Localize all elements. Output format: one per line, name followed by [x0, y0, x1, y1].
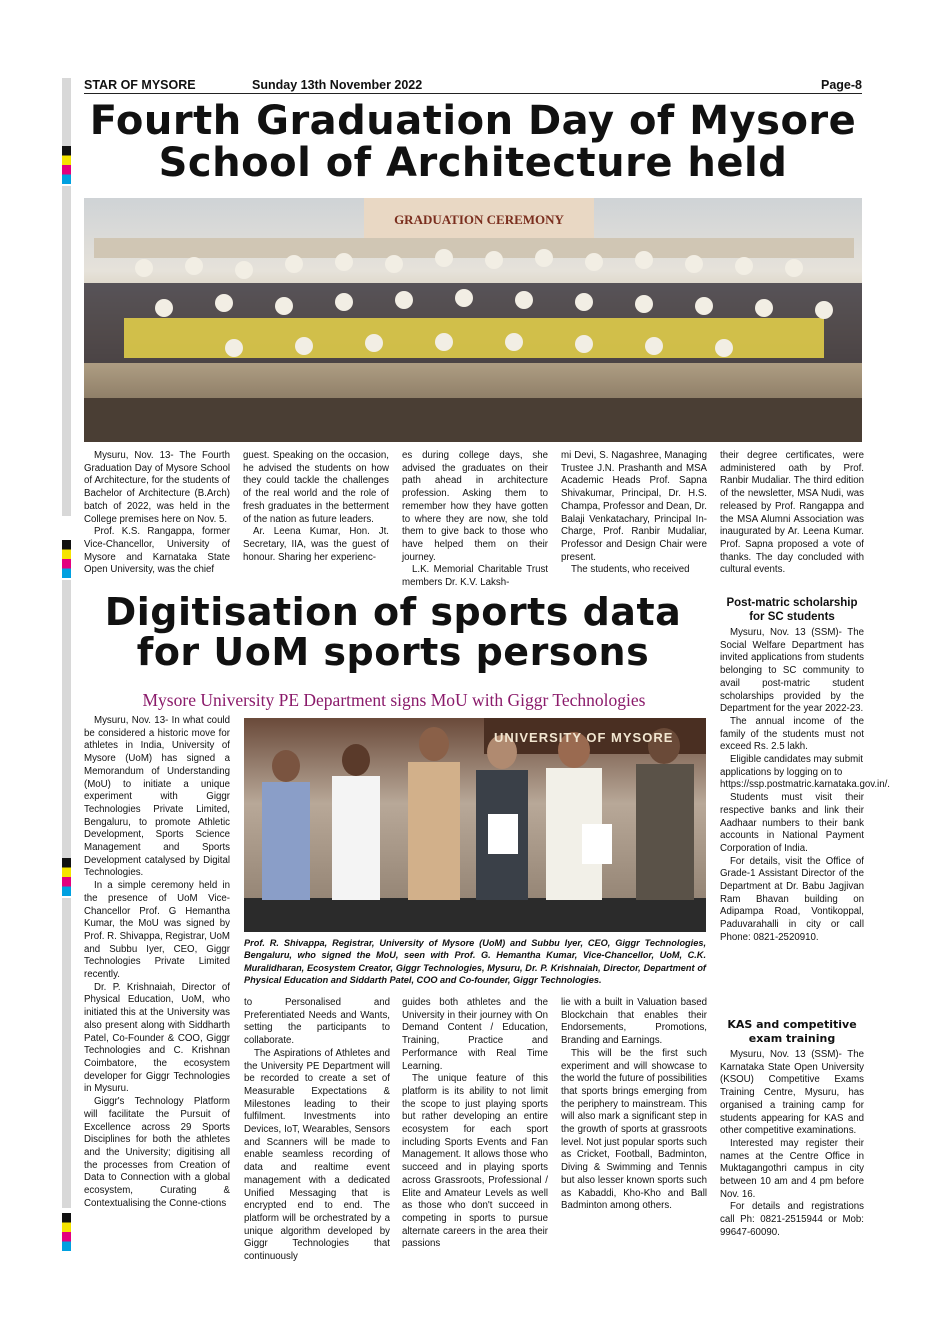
- graduation-col-1: [84, 450, 230, 577]
- paragraph: Interested may register their names at the Centre Office in Muktagangothri campus in city between 10 am and 4 pm before Nov. 16.: [720, 1137, 864, 1200]
- ceremony-banner: GRADUATION CEREMONY: [394, 212, 564, 227]
- sports-col-3: [402, 997, 548, 1251]
- issue-date: Sunday 13th November 2022: [252, 78, 423, 92]
- paragraph: Dr. P. Krishnaiah, Director of Physical Education, UoM, who initiated this at the University was also present along with Siddharth Patel, Co-Founder & COO, Giggr Technologies and C. Krishnan Coimbatore, the ecosystem developer for Giggr Technologies in Mysuru.: [84, 981, 230, 1095]
- page-number: Page-8: [821, 78, 862, 92]
- paragraph: L.K. Memorial Charitable Trust members Dr. K.V. Laksh-: [402, 564, 548, 589]
- paragraph: For details, visit the Office of Grade-1 Assistant Director of the Department at Dr. Babu Jagjivan Ram Bhavan building on Adipampa Road, Vontikoppal, Paduvarahalli in city or call Phone: 0821-2520910.: [720, 855, 864, 943]
- paragraph: The Aspirations of Athletes and the University PE Department will be recorded to create a set of Measurable Expectations & Milestones leading to their fulfilment. Investments into Devices, IoT, Wearables, Sensors and Scanners will be made to enable seamless recording of data and realtime event management with a dedicated Unified Messaging that is encrypted end to end. The platform will be orchestrated by a unique algorithm developed by Giggr Technologies that continuously: [244, 1047, 390, 1263]
- scholarship-title: Post-matric scholarship for SC students: [726, 597, 858, 623]
- kas-training-article: [720, 1018, 864, 1240]
- registration-mark: [62, 1213, 71, 1251]
- paragraph: In a simple ceremony held in the presence of UoM Vice-Chancellor Prof. G Hemantha Kumar, the MoU was signed by Prof. R. Shivappa, Registrar, UoM and Subbu Iyer, CEO, Giggr Technologies Private Limited recently.: [84, 880, 230, 981]
- paragraph: Mysuru, Nov. 13- The Fourth Graduation Day of Mysore School of Architecture, for the students of Bachelor of Architecture (B.Arch) batch of 2022, was held in the College premises here on Nov. 5.: [84, 450, 230, 525]
- mou-signing-photo: [244, 718, 706, 932]
- headline-line1: Digitisation of sports data: [104, 590, 682, 634]
- page-header: [84, 78, 862, 94]
- registration-bar: [62, 78, 71, 146]
- paragraph: Mysuru, Nov. 13 (SSM)- The Social Welfare Department has invited applications from students belonging to SC community to avail post-matric student scholarships provided by the Department for the year 2022-23.: [720, 627, 864, 715]
- kas-title: KAS and competitive exam training: [727, 1018, 857, 1045]
- paragraph: The annual income of the family of the students must not exceed Rs. 2.5 lakh.: [720, 715, 864, 753]
- headline-graduation: [78, 100, 868, 185]
- headline-sports-data: [78, 592, 708, 673]
- paragraph: es during college days, she advised the graduates on their path ahead in architecture profession. Asking them to remember how they have gotten to where they are now, she told them to give back to those who have helped them on their journey.: [402, 450, 548, 563]
- headline-line1: Fourth Graduation Day of Mysore: [89, 98, 857, 144]
- registration-mark: [62, 858, 71, 896]
- paragraph: The students, who received: [571, 564, 690, 576]
- paragraph: guest. Speaking on the occasion, he advised the students on how they could tackle the challenges of the real world and the role of fresh graduates in the betterment of the nation as future leaders.: [243, 450, 389, 525]
- paragraph: lie with a built in Valuation based Blockchain that enables their Endorsements, Promotions, Branding and Earnings.: [561, 997, 707, 1047]
- paragraph: Mysuru, Nov. 13 (SSM)- The Karnataka State Open University (KSOU) Competitive Exams Training Centre, Mysuru, has organised a training camp for students appearing for KAS and other competitive examinations.: [720, 1049, 864, 1137]
- paragraph: Ar. Leena Kumar, Hon. Jt. Secretary, IIA, was the guest of honour. Sharing her experienc-: [243, 526, 389, 563]
- graduation-group-photo: [84, 198, 862, 442]
- sports-col-4: [561, 997, 707, 1213]
- registration-bar: [62, 898, 71, 1208]
- graduation-col-4: [561, 450, 707, 577]
- headline-line2: for UoM sports persons: [136, 630, 650, 675]
- paragraph: Prof. K.S. Rangappa, former Vice-Chancellor, University of Mysore and Karnataka State Open University, was the chief: [84, 526, 230, 576]
- paragraph: to Personalised and Preferentiated Needs and Wants, setting the participants to collaborate.: [244, 997, 390, 1047]
- paragraph: guides both athletes and the University in their journey with On Demand Content / Education, Training, Practice and Performance with Real Time Learning.: [402, 997, 548, 1072]
- registration-bar: [62, 580, 71, 860]
- photo-illustration: [84, 198, 862, 442]
- photo-caption: Prof. R. Shivappa, Registrar, University of Mysore (UoM) and Subbu Iyer, CEO, Giggr Technologies, Bengaluru, who signed the MoU, seen with Prof. G. Hemantha Kumar, Vice-Chancellor, UoM, C.K. Muralidharan, Ecosystem Creator, Giggr Technologies, Mysuru, Dr. P. Krishnaiah, Director, Department of Physical Education and Siddarth Patel, COO and Co-founder, Giggr Technologies.: [244, 938, 706, 986]
- sports-col-1: [84, 715, 230, 1210]
- registration-bar: [62, 186, 71, 516]
- paragraph: For details and registrations call Ph: 0821-2515944 or Mob: 99647-60090.: [720, 1201, 864, 1238]
- sports-col-2: [244, 997, 390, 1264]
- paragraph: The unique feature of this platform is its ability to not limit the scope to just playing sports but rather developing an entire ecosystem for each sport including Sports Events and Fan Management. It allows those who succeed and in playing sports across Grassroots, Professional / Elite and Amateur Levels as well as those who don't succeed in competing in sports to pursue alternate careers in the area their passions: [402, 1073, 548, 1250]
- paragraph: This will be the first such experiment and will showcase to the world the future of possibilities that sports brings emerging from the periphery to mainstream. This will also mark a significant step in the growth of sports at grassroots level. Not just popular sports such as Cricket, Football, Badminton, Diving & Swimming and Tennis but also lesser known sports such as Kabaddi, Kho-Kho and Ball Badminton among others.: [561, 1047, 707, 1212]
- graduation-col-3: [402, 450, 548, 590]
- graduation-col-2: [243, 450, 389, 564]
- registration-mark: [62, 540, 71, 578]
- paragraph: their degree certificates, were administered oath by Prof. Ranbir Mudaliar. The third edition of the newsletter, MSA Nudi, was released by Prof. Rangappa and the MSA Alumni Association was inaugurated by Ar. Leena Kumar. Prof. Sapna proposed a vote of thanks. The day concluded with cultural events.: [720, 450, 864, 576]
- paragraph: Eligible candidates may submit applications by logging on to https://ssp.postmatric.karnataka.gov.in/.: [720, 754, 890, 791]
- registration-mark: [62, 146, 71, 184]
- photo-illustration: [244, 718, 706, 932]
- graduation-col-5: [720, 450, 864, 577]
- subheadline: Mysore University PE Department signs MoU with Giggr Technologies: [142, 690, 646, 710]
- paragraph: Students must visit their respective banks and link their Aadhaar numbers to their bank accounts in National Payment Corporation of India.: [720, 792, 864, 854]
- paragraph: mi Devi, S. Nagashree, Managing Trustee J.N. Prashanth and MSA Academic Heads Prof. Sapna Shivakumar, Principal, Dr. H.S. Champa, Professor and Dean, Dr. Balaji Venkatachary, Principal In-Charge, Prof. Ranbir Mudaliar, Professor and Design Chair were present.: [561, 450, 707, 563]
- paragraph: Giggr's Technology Platform will facilitate the Pursuit of Excellence across 29 Sports Disciplines for both the athletes and the University; digitising all the processes from Creation of Data to Connection with a global ecosystem, Curating & Contextualising the Conne-ctions: [84, 1096, 230, 1209]
- paragraph: Mysuru, Nov. 13- In what could be considered a historic move for athletes in India, University of Mysore (UoM) has signed a Memorandum of Understanding (MoU) to initiate a unique experiment with Giggr Technologies Private Limited, Bengaluru, to promote Athletic Development, Sports Science Management and Sports Development catalysed by Digital Technologies.: [84, 715, 230, 879]
- scholarship-article: [720, 596, 890, 945]
- headline-line2: School of Architecture held: [158, 140, 788, 187]
- university-sign: UNIVERSITY OF MYSORE: [494, 730, 674, 745]
- paper-name: STAR OF MYSORE: [84, 78, 196, 92]
